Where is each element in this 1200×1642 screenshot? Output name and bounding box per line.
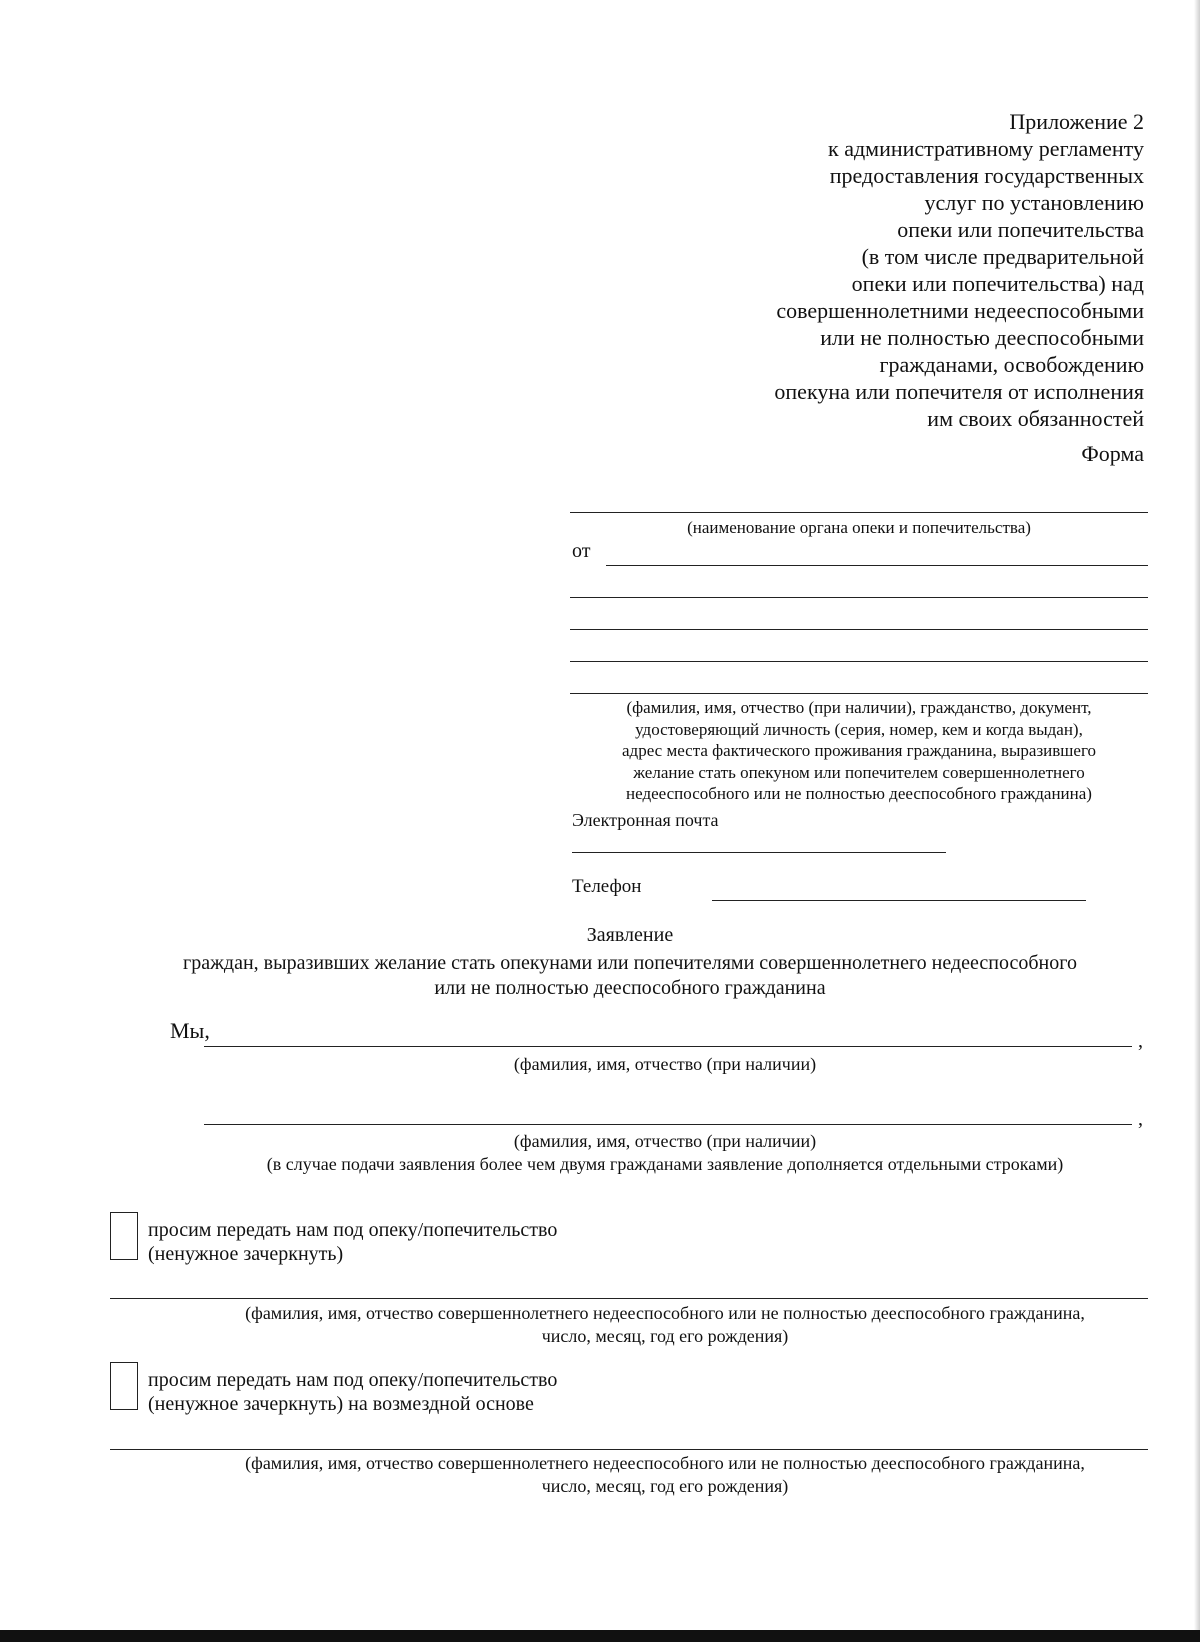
appendix-line: к административному регламенту (828, 136, 1144, 161)
appendix-line: гражданами, освобождению (879, 352, 1144, 377)
paid-guardianship-checkbox[interactable] (110, 1362, 138, 1410)
appendix-line: предоставления государственных (829, 163, 1144, 188)
appendix-line: совершеннолетними недееспособными (776, 298, 1144, 323)
ward-hint-line: число, месяц, год его рождения) (541, 1326, 789, 1346)
applicant-field-5[interactable] (570, 693, 1148, 694)
guardian-name-field-1[interactable] (204, 1046, 1132, 1047)
ward-hint-line: (фамилия, имя, отчество совершеннолетнего недееспособного или не полностью дееспособного гражданина, (245, 1303, 1085, 1323)
from-label: от (572, 540, 591, 562)
form-label: Форма (1081, 441, 1144, 466)
guardian-name-hint: (фамилия, имя, отчество (при наличии) (513, 1054, 817, 1074)
appendix-line: им своих обязанностей (927, 406, 1144, 431)
appendix-line: услуг по установлению (924, 190, 1144, 215)
comma: , (1138, 1108, 1143, 1130)
appendix-line: опеки или попечительства (897, 217, 1144, 242)
applicant-field-1[interactable] (606, 565, 1148, 566)
option-line: просим передать нам под опеку/попечительство (148, 1369, 558, 1391)
statement-subtitle: или не полностью дееспособного гражданина (434, 977, 826, 999)
ward-name-hint (100, 1302, 1200, 1348)
we-label: Мы, (170, 1018, 210, 1043)
option-text (148, 1368, 557, 1416)
extra-guardians-hint: (в случае подачи заявления более чем двумя гражданами заявление дополняется отдельными строками) (266, 1154, 1064, 1174)
applicant-hint-line: удостоверяющий личность (серия, номер, кем и когда выдан), (635, 719, 1083, 739)
appendix-line: или не полностью дееспособными (820, 325, 1144, 350)
appendix-line: Приложение 2 (1009, 109, 1144, 134)
applicant-field-2[interactable] (570, 597, 1148, 598)
option-text (148, 1218, 557, 1266)
applicant-field-3[interactable] (570, 629, 1148, 630)
email-field[interactable] (572, 852, 946, 853)
ward-name-field-2[interactable] (110, 1449, 1148, 1450)
appendix-line: опекуна или попечителя от исполнения (774, 379, 1144, 404)
phone-field[interactable] (712, 900, 1086, 901)
option-line: просим передать нам под опеку/попечительство (148, 1219, 558, 1241)
appendix-line: опеки или попечительства) над (851, 271, 1144, 296)
organ-name-hint: (наименование органа опеки и попечительства) (687, 518, 1031, 537)
applicant-hint (570, 697, 1148, 805)
applicant-hint-line: недееспособного или не полностью дееспособного гражданина) (626, 784, 1092, 803)
ward-hint-line: число, месяц, год его рождения) (541, 1476, 789, 1496)
ward-name-hint (100, 1452, 1200, 1498)
applicant-field-4[interactable] (570, 661, 1148, 662)
applicant-hint-line: (фамилия, имя, отчество (при наличии), гражданство, документ, (626, 698, 1092, 717)
option-line: (ненужное зачеркнуть) (148, 1243, 344, 1265)
applicant-hint-line: адрес места фактического проживания гражданина, выразившего (622, 741, 1096, 760)
email-label: Электронная почта (572, 810, 719, 830)
ward-name-field-1[interactable] (110, 1298, 1148, 1299)
comma: , (1138, 1030, 1143, 1052)
ward-hint-line: (фамилия, имя, отчество совершеннолетнего недееспособного или не полностью дееспособного гражданина, (245, 1453, 1085, 1473)
appendix-header (584, 108, 1144, 467)
statement-title: Заявление (586, 924, 674, 946)
option-line: (ненужное зачеркнуть) на возмездной основе (148, 1393, 534, 1415)
phone-label: Телефон (572, 876, 642, 897)
organ-name-field[interactable] (570, 512, 1148, 513)
scan-bottom-bar (0, 1630, 1200, 1642)
statement-subtitle: граждан, выразивших желание стать опекунами или попечителями совершеннолетнего недееспособного (183, 952, 1077, 974)
scan-edge-shadow (1194, 0, 1200, 1642)
guardian-name-hint: (фамилия, имя, отчество (при наличии) (513, 1131, 817, 1151)
guardianship-checkbox[interactable] (110, 1212, 138, 1260)
appendix-line: (в том числе предварительной (861, 244, 1144, 269)
applicant-hint-line: желание стать опекуном или попечителем совершеннолетнего (633, 762, 1085, 782)
guardian-name-field-2[interactable] (204, 1124, 1132, 1125)
